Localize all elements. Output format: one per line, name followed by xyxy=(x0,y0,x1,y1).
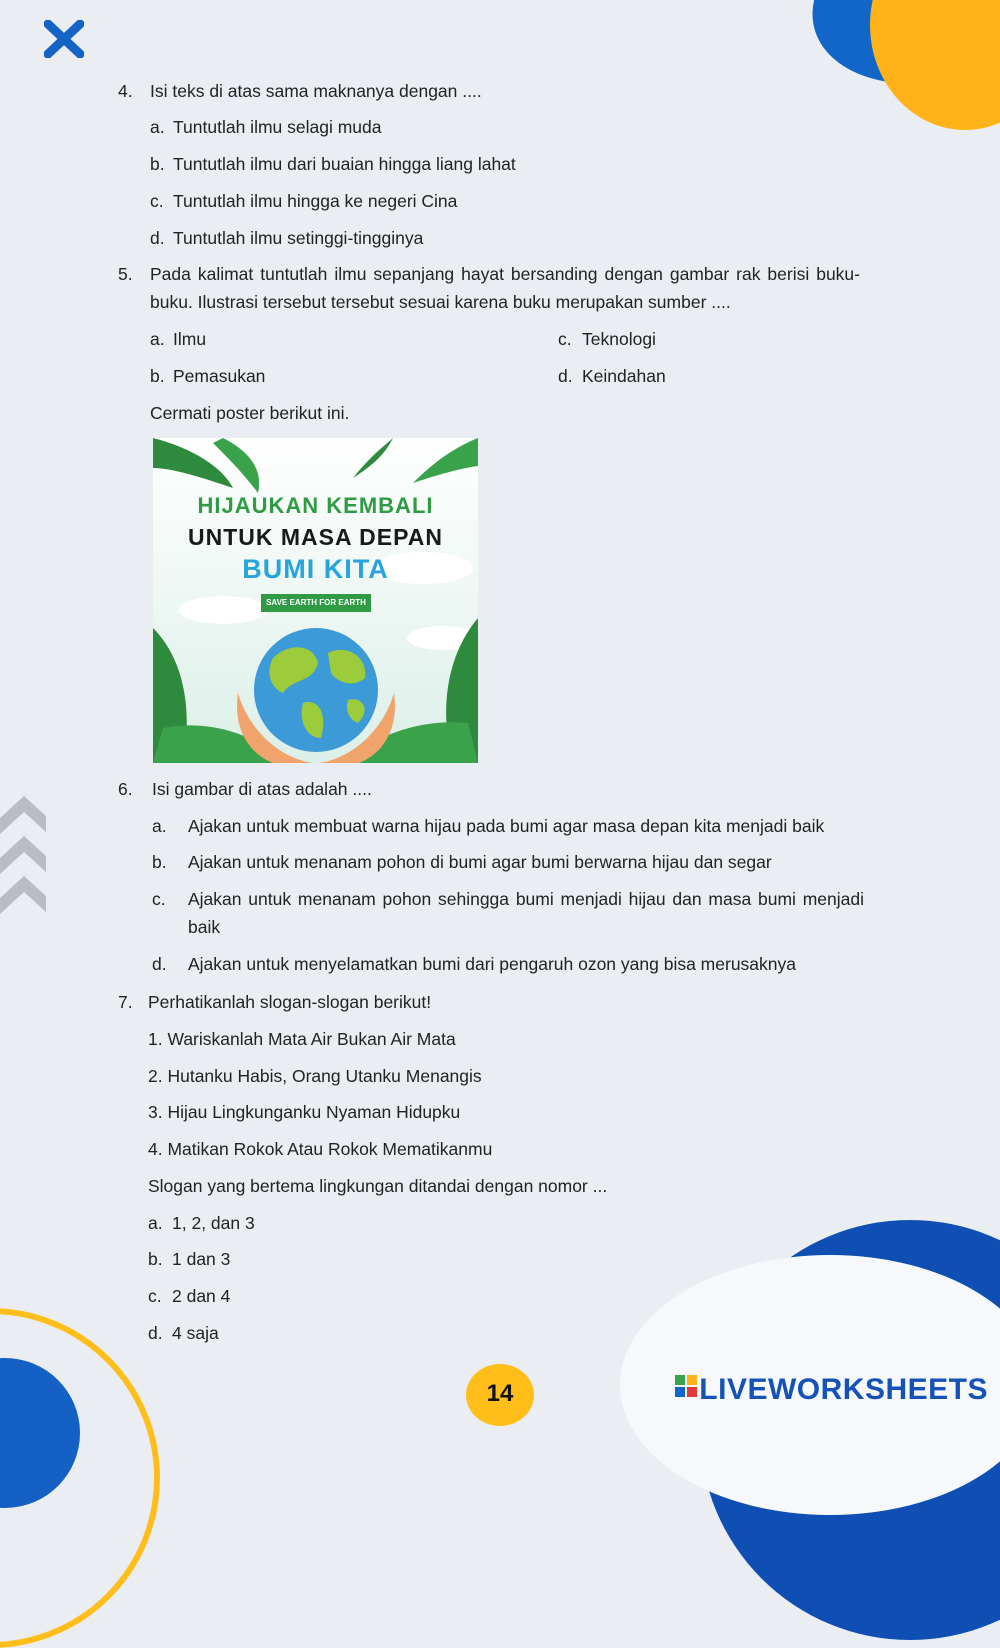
option-letter: c. xyxy=(558,329,572,349)
option-text[interactable]: 1, 2, dan 3 xyxy=(172,1213,255,1233)
poster-image xyxy=(153,438,478,763)
slogan-item: 3. Hijau Lingkunganku Nyaman Hidupku xyxy=(148,1102,461,1122)
option-text[interactable]: Tuntutlah ilmu setinggi-tingginya xyxy=(173,228,424,248)
option-letter: b. xyxy=(152,852,167,872)
option-letter: d. xyxy=(150,228,165,248)
corner-decoration-yellow xyxy=(870,0,1000,130)
close-x-icon[interactable] xyxy=(44,20,84,58)
option-letter: b. xyxy=(148,1249,163,1269)
question-number: 4. xyxy=(118,81,133,101)
option-letter: d. xyxy=(558,366,573,386)
option-text[interactable]: Ajakan untuk membuat warna hijau pada bumi agar masa depan kita menjadi baik xyxy=(188,816,825,836)
option-text[interactable]: Pemasukan xyxy=(173,366,266,386)
slogan-item: 2. Hutanku Habis, Orang Utanku Menangis xyxy=(148,1066,482,1086)
option-text[interactable]: Keindahan xyxy=(582,366,666,386)
question-number: 7. xyxy=(118,992,133,1012)
option-text[interactable]: Tuntutlah ilmu hingga ke negeri Cina xyxy=(173,191,458,211)
option-text[interactable]: Ajakan untuk menanam pohon di bumi agar bumi berwarna hijau dan segar xyxy=(188,852,772,872)
brand-name: LIVEWORKSHEETS xyxy=(699,1373,988,1406)
option-letter: b. xyxy=(150,154,165,174)
option-letter: c. xyxy=(148,1286,162,1306)
option-letter: d. xyxy=(148,1323,163,1343)
option-text[interactable]: 4 saja xyxy=(172,1323,219,1343)
page-number-badge: 14 xyxy=(466,1364,534,1426)
slogan-item: 1. Wariskanlah Mata Air Bukan Air Mata xyxy=(148,1029,456,1049)
poster-intro: Cermati poster berikut ini. xyxy=(150,403,350,423)
question-text: Perhatikanlah slogan-slogan berikut! xyxy=(148,992,432,1012)
option-text[interactable]: Ajakan untuk menanam pohon sehingga bumi menjadi hijau dan masa bumi menjadi baik xyxy=(188,889,864,937)
option-letter: c. xyxy=(152,889,166,909)
poster-headline: HIJAUKAN KEMBALI xyxy=(197,493,434,518)
poster-subheadline: UNTUK MASA DEPAN xyxy=(188,524,443,550)
question-number: 6. xyxy=(118,779,133,799)
option-text[interactable]: Ilmu xyxy=(173,329,207,349)
option-text[interactable]: Tuntutlah ilmu selagi muda xyxy=(173,117,382,137)
brand-logo[interactable] xyxy=(675,1372,988,1408)
question-number: 5. xyxy=(118,264,133,284)
option-letter: c. xyxy=(150,191,164,211)
option-letter: a. xyxy=(150,329,165,349)
option-text[interactable]: 2 dan 4 xyxy=(172,1286,231,1306)
option-letter: d. xyxy=(152,954,167,974)
option-letter: a. xyxy=(152,816,167,836)
slogan-item: 4. Matikan Rokok Atau Rokok Mematikanmu xyxy=(148,1139,493,1159)
poster-title: BUMI KITA xyxy=(242,554,389,584)
option-text[interactable]: Tuntutlah ilmu dari buaian hingga liang lahat xyxy=(173,154,516,174)
question-text: Pada kalimat tuntutlah ilmu sepanjang hayat bersanding dengan gambar rak berisi buku-buku. Ilustrasi tersebut tersebut sesuai karena buku merupakan sumber .... xyxy=(150,264,860,312)
option-letter: a. xyxy=(148,1213,163,1233)
question-prompt: Slogan yang bertema lingkungan ditandai dengan nomor ... xyxy=(148,1176,608,1196)
chevrons-up-icon xyxy=(0,790,48,914)
option-text[interactable]: Teknologi xyxy=(582,329,656,349)
option-text[interactable]: 1 dan 3 xyxy=(172,1249,231,1269)
option-text[interactable]: Ajakan untuk menyelamatkan bumi dari pengaruh ozon yang bisa merusaknya xyxy=(188,954,796,974)
liveworksheets-logo-icon xyxy=(675,1375,697,1397)
question-text: Isi teks di atas sama maknanya dengan .... xyxy=(150,81,482,101)
poster-ribbon: SAVE EARTH FOR EARTH xyxy=(261,594,371,612)
option-letter: a. xyxy=(150,117,165,137)
question-text: Isi gambar di atas adalah .... xyxy=(152,779,372,799)
option-letter: b. xyxy=(150,366,165,386)
